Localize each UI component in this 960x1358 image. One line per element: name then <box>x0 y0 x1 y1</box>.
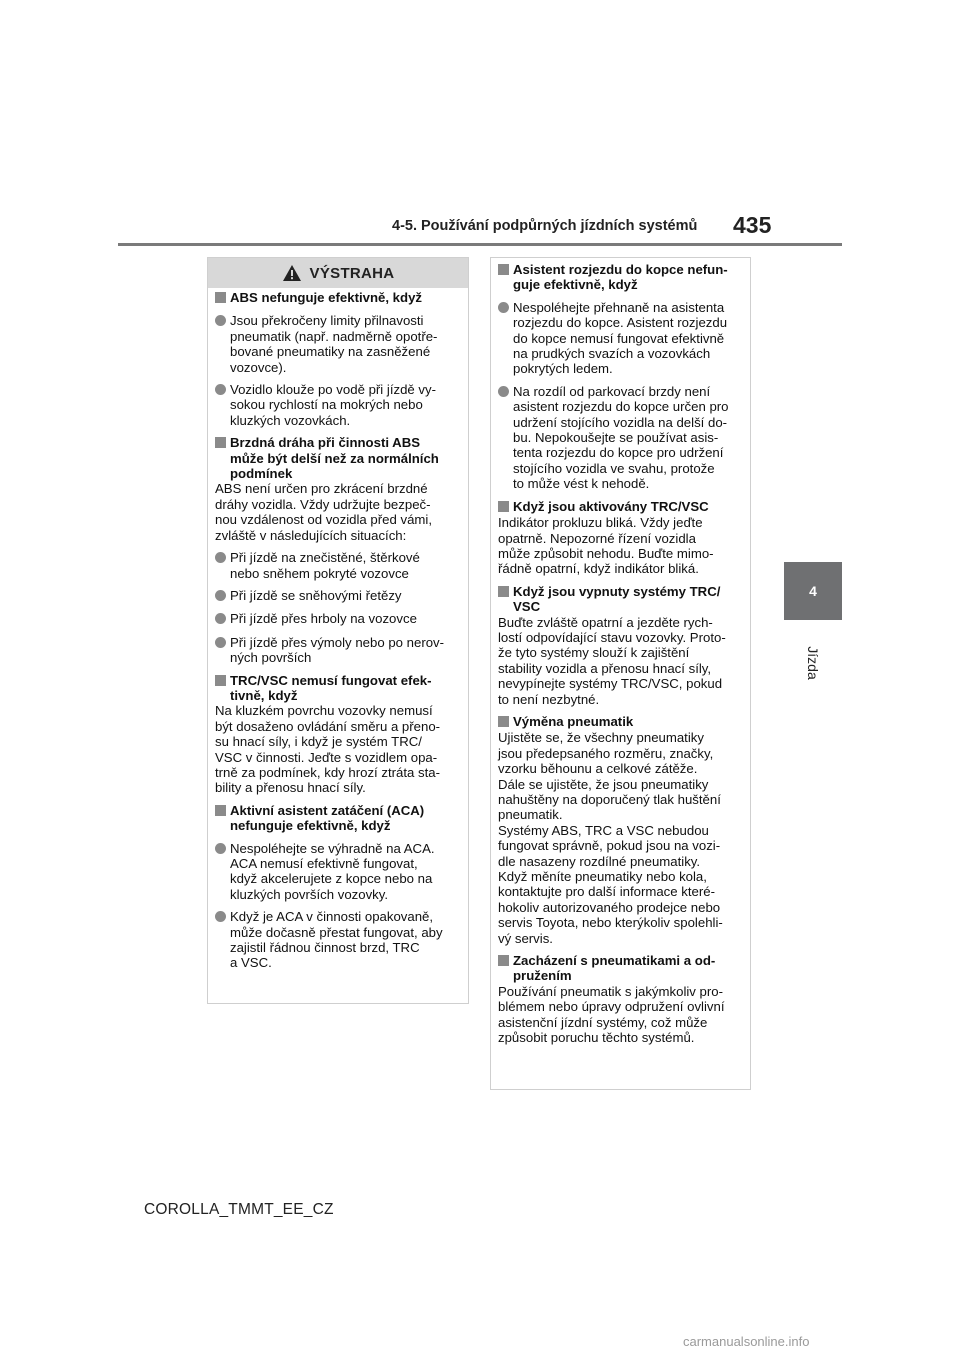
item-row <box>498 953 744 984</box>
paragraph-text: Buďte zvláště opatrní a jezděte rych- lostí odpovídající stavu vozovky. Proto- že tyto systémy slouží k zajištění stability vozidla a přenosu hnací síly, nevypínejte systémy TRC/VSC, pokud to není nezbytné. <box>498 614 726 707</box>
item-row <box>215 290 462 306</box>
warning-box <box>207 257 469 1004</box>
heading-text: Aktivní asistent zatáčení (ACA) nefunguje efektivně, když <box>230 802 425 834</box>
heading-text: Zacházení s pneumatikami a od- pružením <box>513 953 716 984</box>
square-marker-icon <box>498 264 509 275</box>
marker <box>215 382 230 398</box>
warning-header <box>208 258 468 288</box>
item-row <box>215 588 462 604</box>
item-row <box>215 635 462 666</box>
bullet-text: Na rozdíl od parkovací brzdy není asistent rozjezdu do kopce určen pro udržení stojícího vozidla na delší do- bu. Nepokoušejte se používat asis- tenta rozjezdu do kopce pro udržení stojícího vozidla ve svahu, protože to může vést k nehodě. <box>513 383 729 492</box>
circle-bullet-icon <box>498 302 509 313</box>
section-heading <box>215 803 462 834</box>
circle-bullet-icon <box>215 843 226 854</box>
item-row <box>215 435 462 481</box>
bullet-item <box>215 841 462 903</box>
info-content <box>491 258 750 1046</box>
page-number: 435 <box>733 212 772 238</box>
square-marker-icon <box>498 501 509 512</box>
item-row <box>215 909 462 971</box>
heading-text: ABS nefunguje efektivně, když <box>230 290 422 305</box>
circle-bullet-icon <box>215 637 226 648</box>
marker <box>215 803 230 819</box>
bullet-text: Jsou překročeny limity přilnavosti pneumatik (např. nadměrně opotře- bované pneumatiky na zasněžené vozovce). <box>230 313 438 375</box>
bullet-text: Když je ACA v činnosti opakovaně, může dočasně přestat fungovat, aby zajistil řádnou činnost brzd, TRC a VSC. <box>230 909 443 971</box>
paragraph-text: Ujistěte se, že všechny pneumatiky jsou předepsaného rozměru, značky, vzorku běhounu a celkové zátěže. Dále se ujistěte, že jsou pneumatiky nahuštěny na doporučený tlak huštění pneumatik. Systémy ABS, TRC a VSC nebudou fungovat správně, pokud jsou na vozi- dle nasazeny rozdílné pneumatiky. Když měníte pneumatiky nebo kola, kontaktujte pro další informace které- hokoliv autorizovaného prodejce nebo servis Toyota, nebo kterýkoliv spolehli- vý servis. <box>498 730 723 946</box>
bullet-text: Nespoléhejte se výhradně na ACA. ACA nemusí efektivně fungovat, když akcelerujete z kopce nebo na kluzkých površích vozovky. <box>230 840 435 902</box>
circle-bullet-icon <box>215 384 226 395</box>
marker <box>498 714 513 730</box>
paragraph-text: Na kluzkém povrchu vozovky nemusí být dosaženo ovládání směru a přeno- su hnací síly, i když je systém TRC/ VSC v činnosti. Jeďte s vozidlem opa- trně za podmínek, kdy hrozí ztráta sta- bility a přenosu hnací síly. <box>215 703 441 796</box>
heading-text: Když jsou aktivovány TRC/VSC <box>513 498 709 514</box>
watermark: carmanualsonline.info <box>683 1334 810 1349</box>
bullet-text: Při jízdě přes výmoly nebo po nerov- ných površích <box>230 634 445 666</box>
square-marker-icon <box>215 437 226 448</box>
marker <box>215 290 230 306</box>
circle-bullet-icon <box>215 590 226 601</box>
heading-text: Výměna pneumatik <box>513 713 634 729</box>
square-marker-icon <box>498 586 509 597</box>
item-row <box>215 550 462 581</box>
bullet-item <box>215 635 462 666</box>
item-row <box>498 714 744 730</box>
item-row <box>215 382 462 428</box>
section-heading <box>215 435 462 543</box>
circle-bullet-icon <box>215 613 226 624</box>
marker <box>215 550 230 566</box>
info-box <box>490 257 751 1090</box>
marker <box>498 953 513 969</box>
warning-content <box>208 288 468 971</box>
marker <box>215 313 230 329</box>
header-rule <box>118 243 842 246</box>
marker <box>498 499 513 515</box>
heading-text: Když jsou vypnuty systémy TRC/ VSC <box>513 583 721 615</box>
item-row <box>498 384 744 492</box>
item-row <box>215 673 462 704</box>
marker <box>215 909 230 925</box>
marker <box>498 262 513 278</box>
heading-text: Asistent rozjezdu do kopce nefun- guje efektivně, když <box>513 262 728 293</box>
circle-bullet-icon <box>498 386 509 397</box>
item-row <box>498 300 744 377</box>
bullet-item <box>215 313 462 375</box>
marker <box>215 435 230 451</box>
square-marker-icon <box>498 716 509 727</box>
paragraph-text: Indikátor prokluzu bliká. Vždy jeďte opatrně. Nepozorné řízení vozidla může způsobit nehodu. Buďte mimo- řádně opatrní, když indikátor bliká. <box>498 515 714 577</box>
item-row <box>215 803 462 834</box>
warning-title: VÝSTRAHA <box>309 264 395 282</box>
item-row <box>498 499 744 515</box>
item-row <box>215 313 462 375</box>
item-row <box>215 841 462 903</box>
square-marker-icon <box>215 675 226 686</box>
circle-bullet-icon <box>215 911 226 922</box>
section-heading <box>498 262 744 293</box>
marker <box>215 611 230 627</box>
item-row <box>215 611 462 627</box>
circle-bullet-icon <box>215 552 226 563</box>
bullet-text: Vozidlo klouže po vodě při jízdě vy- sokou rychlostí na mokrých nebo kluzkých vozovkách. <box>230 382 436 428</box>
bullet-item <box>215 588 462 604</box>
bullet-text: Při jízdě přes hrboly na vozovce <box>230 611 417 627</box>
heading-text: TRC/VSC nemusí fungovat efek- tivně, když <box>230 672 432 703</box>
bullet-text: Při jízdě se sněhovými řetězy <box>230 587 402 603</box>
item-row <box>498 584 744 615</box>
bullet-item <box>215 611 462 627</box>
marker <box>498 300 513 316</box>
bullet-item <box>498 384 744 492</box>
section-heading <box>498 584 744 707</box>
chapter-label: Jízda <box>805 646 821 680</box>
marker <box>498 384 513 400</box>
bullet-item <box>498 300 744 377</box>
square-marker-icon <box>215 292 226 303</box>
marker <box>498 584 513 600</box>
chapter-number: 4 <box>809 583 817 599</box>
section-heading <box>215 290 462 306</box>
section-heading <box>498 499 744 577</box>
section-heading <box>498 953 744 1045</box>
marker <box>215 635 230 651</box>
marker <box>215 673 230 689</box>
item-row <box>498 262 744 293</box>
paragraph-text: Používání pneumatik s jakýmkoliv pro- blémem nebo úpravy odpružení ovlivní asistenční jízdní systémy, což může způsobit poruchu těchto systémů. <box>498 983 725 1046</box>
bullet-text: Nespoléhejte přehnaně na asistenta rozjezdu do kopce. Asistent rozjezdu do kopce nemusí fungovat efektivně na prudkých svazích a vozovkách pokrytých ledem. <box>513 299 728 377</box>
square-marker-icon <box>498 955 509 966</box>
bullet-item <box>215 909 462 971</box>
paragraph-text: ABS není určen pro zkrácení brzdné dráhy vozidla. Vždy udržujte bezpeč- nou vzdálenost od vozidla před vámi, zvláště v následujících situacích: <box>215 481 432 543</box>
section-title: 4-5. Používání podpůrných jízdních systémů <box>392 218 698 234</box>
warning-triangle-icon <box>282 264 302 282</box>
marker <box>215 588 230 604</box>
section-heading <box>498 714 744 946</box>
chapter-tab[interactable] <box>784 562 842 620</box>
bullet-item <box>215 382 462 428</box>
section-heading <box>215 673 462 796</box>
bullet-item <box>215 550 462 581</box>
bullet-text: Při jízdě na znečistěné, štěrkové nebo sněhem pokryté vozovce <box>230 550 420 581</box>
square-marker-icon <box>215 805 226 816</box>
marker <box>215 841 230 857</box>
circle-bullet-icon <box>215 315 226 326</box>
heading-text: Brzdná dráha při činnosti ABS může být delší než za normálních podmínek <box>230 435 439 482</box>
document-code: COROLLA_TMMT_EE_CZ <box>144 1201 334 1218</box>
